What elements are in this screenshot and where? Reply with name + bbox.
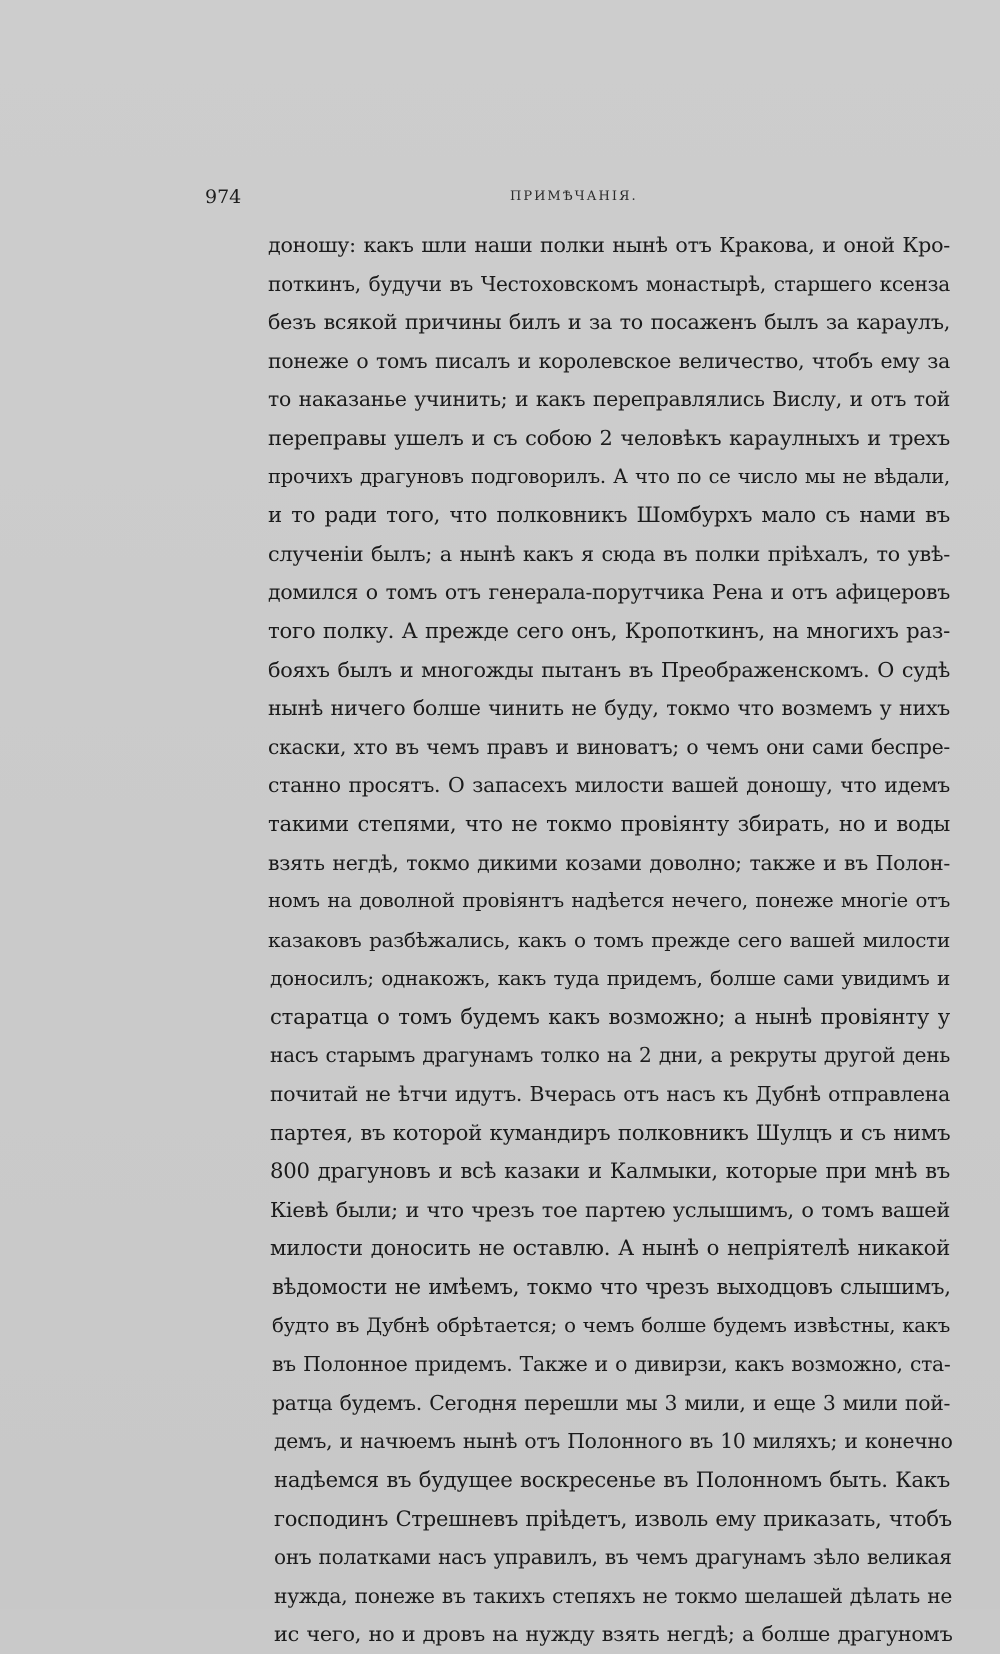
text-line: почитай не ѣтчи идутъ. Вчерась отъ насъ къ Дубнѣ отправлена	[270, 1082, 950, 1107]
text-line: слученіи былъ; а нынѣ какъ я сюда въ полки пріѣхалъ, то увѣ-	[268, 541, 950, 566]
running-head: ПРИМѢЧАНІЯ.	[510, 189, 638, 204]
text-line: доносилъ; однакожъ, какъ туда придемъ, болше сами увидимъ и	[270, 966, 950, 991]
text-line: такими степями, что не токмо провіянту збирать, но и воды	[268, 810, 950, 836]
body-text	[268, 226, 953, 1654]
text-line: доношу: какъ шли наши полки нынѣ отъ Кракова, и оной Кро-	[268, 233, 950, 257]
text-line: старатца о томъ будемъ какъ возможно; а нынѣ провіянту у	[270, 1003, 950, 1029]
text-line: демъ, и начюемъ нынѣ отъ Полонного въ 10 миляхъ; и конечно	[274, 1429, 953, 1454]
text-line: онъ полатками насъ управилъ, въ чемъ драгунамъ зѣло великая	[274, 1545, 952, 1570]
text-line: прочихъ драгуновъ подговорилъ. А что по се число мы не вѣдали,	[268, 464, 950, 488]
text-line: скаски, хто въ чемъ правъ и виноватъ; о чемъ они сами беспре-	[268, 734, 950, 759]
text-line: понеже о томъ писалъ и королевское величество, чтобъ ему за	[268, 348, 950, 373]
text-line: господинъ Стрешневъ пріѣдетъ, изволь ему приказать, чтобъ	[274, 1505, 952, 1531]
text-line: милости доносить не оставлю. А нынѣ о непріятелѣ никакой	[270, 1235, 950, 1261]
text-line: будто въ Дубнѣ обрѣтается; о чемъ болше будемъ извѣстны, какъ	[272, 1313, 951, 1337]
page-number: 974	[205, 186, 242, 208]
text-line: въ Полонное придемъ. Также и о дивирзи, какъ возможно, ста-	[272, 1352, 951, 1377]
text-line: партея, въ которой кумандиръ полковникъ Шулцъ и съ нимъ	[270, 1119, 951, 1145]
text-line: номъ на доволной провіянтъ надѣется нечего, понеже многіе отъ	[268, 889, 950, 913]
text-line: станно просятъ. О запасехъ милости вашей доношу, что идемъ	[268, 773, 950, 798]
text-line: бояхъ былъ и многожды пытанъ въ Преображенскомъ. О судѣ	[268, 657, 950, 682]
text-line: нужда, понеже въ такихъ степяхъ не токмо шелашей дѣлать не	[274, 1583, 953, 1608]
text-line: того полку. А прежде сего онъ, Кропоткинъ, на многихъ раз-	[268, 617, 950, 643]
text-line: ратца будемъ. Сегодня перешли мы 3 мили, и еще 3 мили пой-	[272, 1390, 951, 1415]
text-line: ис чего, но и дровъ на нужду взять негдѣ; а болше драгуномъ	[274, 1622, 953, 1647]
text-line: взять негдѣ, токмо дикими козами доволно; также и въ Полон-	[268, 850, 950, 875]
text-line: вѣдомости не имѣемъ, токмо что чрезъ выходцовъ слышимъ,	[272, 1274, 951, 1300]
text-line: насъ старымъ драгунамъ толко на 2 дни, а рекруты другой день	[270, 1043, 950, 1068]
text-line: домился о томъ отъ генерала-порутчика Рена и отъ афицеровъ	[268, 580, 950, 605]
text-line: переправы ушелъ и съ собою 2 человѣкъ караулныхъ и трехъ	[268, 425, 950, 450]
text-line: поткинъ, будучи въ Честоховскомъ монастырѣ, старшего ксенза	[268, 271, 950, 296]
text-line: и то ради того, что полковникъ Шомбурхъ мало съ нами въ	[268, 502, 950, 528]
text-line: то наказанье учинить; и какъ переправлялись Вислу, и отъ той	[268, 387, 950, 412]
text-line: Кіевѣ были; и что чрезъ тое партею услышимъ, о томъ вашей	[270, 1197, 950, 1222]
text-line: безъ всякой причины билъ и за то посаженъ былъ за караулъ,	[268, 310, 950, 335]
text-line: надѣемся въ будущее воскресенье въ Полонномъ быть. Какъ	[274, 1467, 950, 1492]
text-line: нынѣ ничего болше чинить не буду, токмо что возмемъ у нихъ	[268, 696, 950, 721]
page-header	[205, 180, 950, 220]
text-line: 800 драгуновъ и всѣ казаки и Калмыки, которые при мнѣ въ	[270, 1158, 950, 1184]
text-line: казаковъ разбѣжались, какъ о томъ прежде сего вашей милости	[268, 927, 950, 952]
